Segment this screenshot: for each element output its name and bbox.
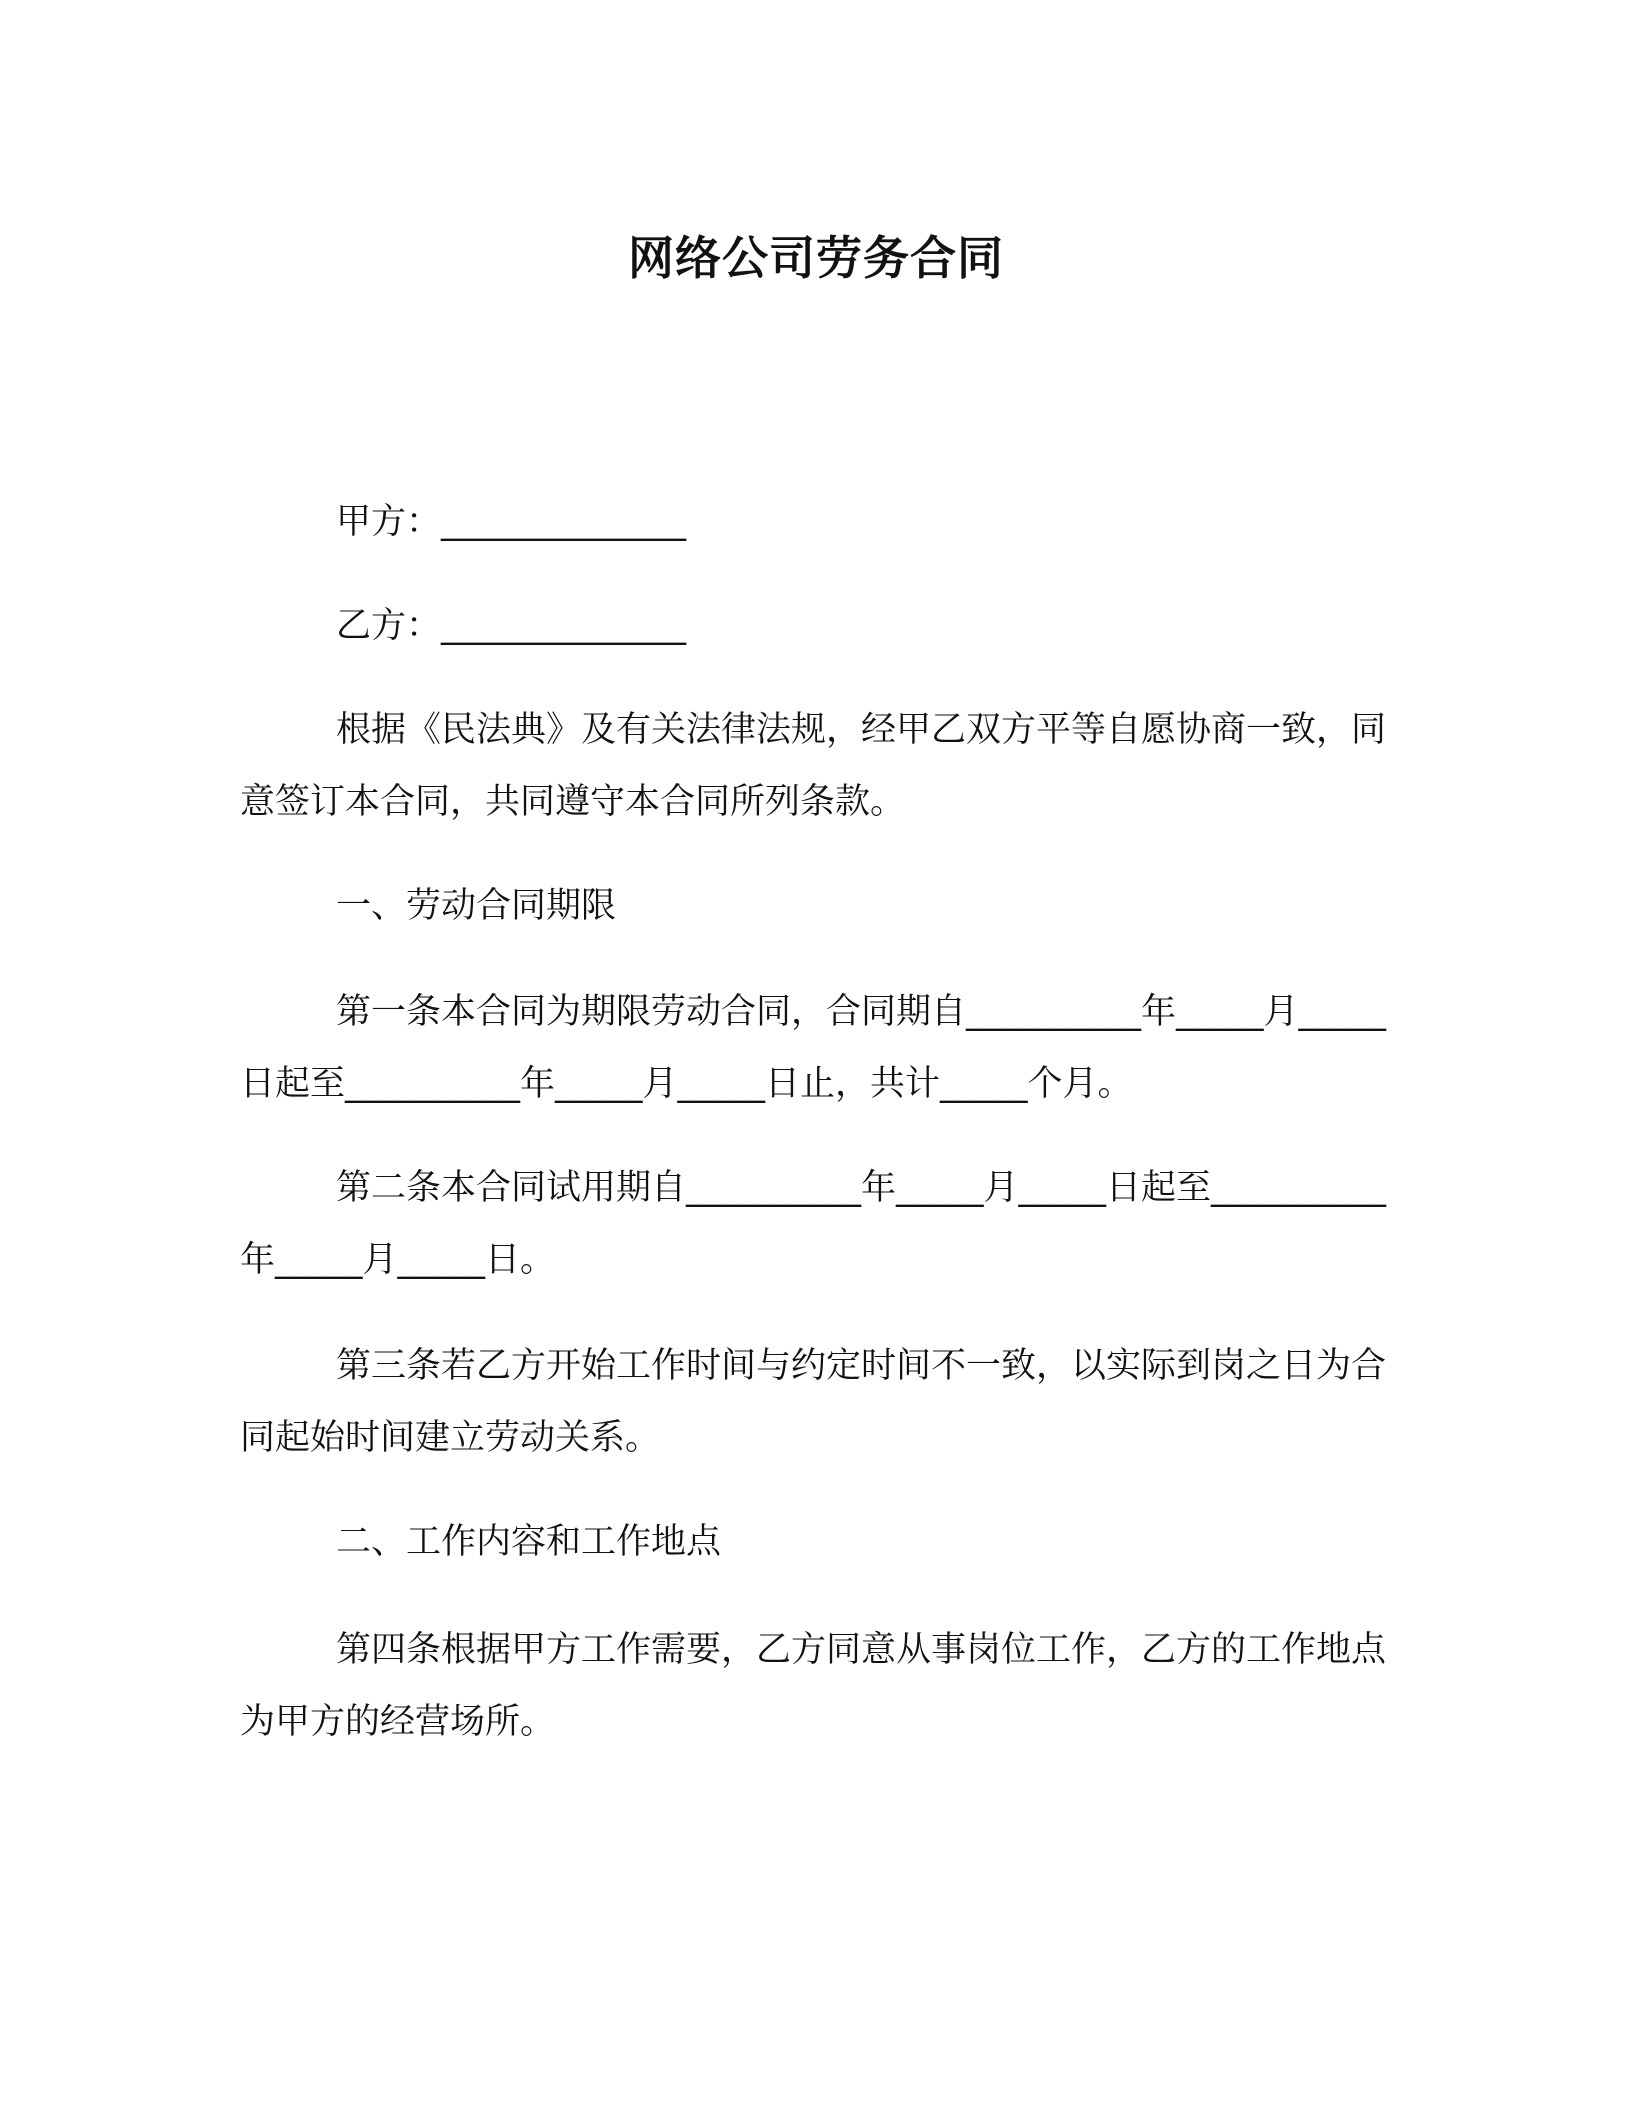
- party-b-line: 乙方：______________: [336, 606, 687, 646]
- preamble-paragraph: 根据《民法典》及有关法律法规，经甲乙双方平等自愿协商一致，同意签订本合同，共同遵守本合同所列条款。: [240, 710, 1387, 822]
- article-1-paragraph: 第一条本合同为期限劳动合同，合同期自__________年_____月_____日起至__________年_____月_____日止，共计_____个月。: [240, 992, 1387, 1104]
- article-2-paragraph: 第二条本合同试用期自__________年_____月_____日起至__________年_____月_____日。: [240, 1168, 1387, 1280]
- section-heading-2: 二、工作内容和工作地点: [336, 1522, 722, 1562]
- section-heading-1: 一、劳动合同期限: [336, 886, 617, 926]
- article-3-paragraph: 第三条若乙方开始工作时间与约定时间不一致，以实际到岗之日为合同起始时间建立劳动关系。: [240, 1346, 1387, 1458]
- article-4-paragraph: 第四条根据甲方工作需要，乙方同意从事岗位工作，乙方的工作地点为甲方的经营场所。: [240, 1630, 1387, 1742]
- document-title: 网络公司劳务合同: [628, 231, 1004, 285]
- party-a-line: 甲方：______________: [336, 502, 687, 542]
